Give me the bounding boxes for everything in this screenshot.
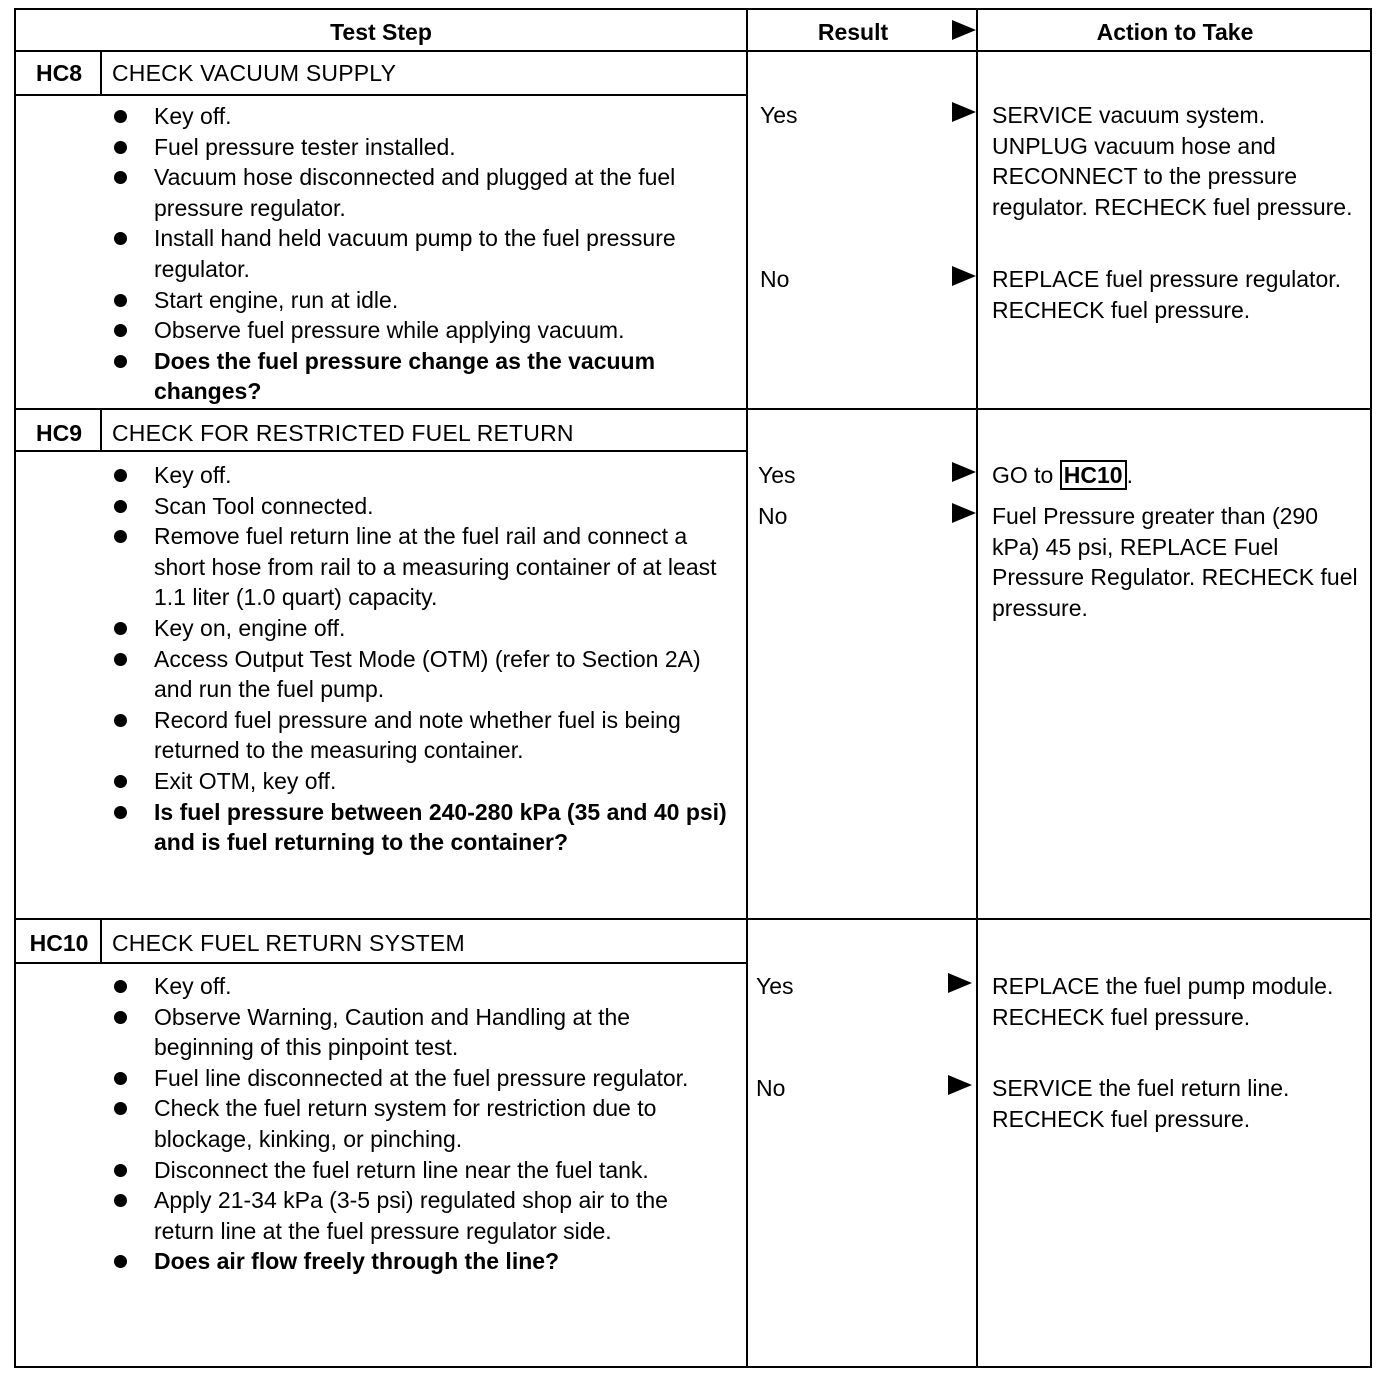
step-id-divider bbox=[100, 410, 102, 452]
column-divider-action bbox=[976, 10, 978, 1366]
bullet-item: Fuel pressure tester installed. bbox=[108, 132, 728, 163]
bullet-item: Key off. bbox=[108, 460, 728, 491]
step-id-divider bbox=[100, 52, 102, 94]
header-divider bbox=[16, 50, 1372, 52]
bullet-dot-icon bbox=[114, 1011, 127, 1024]
header-result: Result bbox=[817, 19, 889, 45]
result-arrow-icon bbox=[952, 266, 976, 286]
bullet-item: Fuel line disconnected at the fuel pressure regulator. bbox=[108, 1063, 728, 1094]
result-arrow-icon bbox=[948, 1075, 972, 1095]
bullet-question: Does the fuel pressure change as the vacuum changes? bbox=[108, 346, 728, 407]
bullet-dot-icon bbox=[114, 232, 127, 245]
result-yes-hc10: Yes bbox=[756, 973, 794, 999]
step-title-hc8: CHECK VACUUM SUPPLY bbox=[112, 60, 397, 86]
header-test-step: Test Step bbox=[330, 19, 432, 45]
step-title-hc9: CHECK FOR RESTRICTED FUEL RETURN bbox=[112, 420, 574, 446]
column-divider-result bbox=[746, 10, 748, 1366]
step-divider bbox=[16, 408, 1372, 410]
action-yes-hc10: REPLACE the fuel pump module. RECHECK fuel pressure. bbox=[992, 973, 1334, 1030]
step-bullets-hc9 bbox=[108, 460, 728, 858]
action-yes-hc9-prefix: GO to bbox=[992, 462, 1060, 488]
step-id-hc9: HC9 bbox=[35, 420, 82, 446]
bullet-dot-icon bbox=[114, 1194, 127, 1207]
action-no-hc8: REPLACE fuel pressure regulator. RECHECK fuel pressure. bbox=[992, 266, 1342, 323]
step-reference-hc10[interactable]: HC10 bbox=[1060, 460, 1127, 490]
action-yes-hc9-suffix: . bbox=[1126, 462, 1133, 488]
bullet-dot-icon bbox=[114, 775, 127, 788]
bullet-item: Observe Warning, Caution and Handling at the beginning of this pinpoint test. bbox=[108, 1002, 728, 1063]
bullet-item: Check the fuel return system for restriction due to blockage, kinking, or pinching. bbox=[108, 1093, 728, 1154]
step-title-divider bbox=[16, 94, 746, 96]
step-id-hc10: HC10 bbox=[29, 930, 89, 956]
step-bullets-hc10 bbox=[108, 971, 728, 1277]
result-arrow-icon bbox=[948, 973, 972, 993]
bullet-dot-icon bbox=[114, 980, 127, 993]
action-yes-hc9 bbox=[992, 460, 1362, 491]
bullet-item: Access Output Test Mode (OTM) (refer to Section 2A) and run the fuel pump. bbox=[108, 644, 728, 705]
step-title-divider bbox=[16, 450, 746, 452]
bullet-item: Record fuel pressure and note whether fuel is being returned to the measuring container. bbox=[108, 705, 728, 766]
bullet-dot-icon bbox=[114, 530, 127, 543]
pinpoint-test-table bbox=[14, 8, 1372, 1368]
bullet-item: Vacuum hose disconnected and plugged at the fuel pressure regulator. bbox=[108, 162, 728, 223]
step-id-hc8: HC8 bbox=[35, 60, 82, 86]
action-no-hc9: Fuel Pressure greater than (290 kPa) 45 psi, REPLACE Fuel Pressure Regulator. RECHECK fuel pressure. bbox=[992, 503, 1358, 621]
bullet-dot-icon bbox=[114, 294, 127, 307]
bullet-dot-icon bbox=[114, 324, 127, 337]
bullet-dot-icon bbox=[114, 1072, 127, 1085]
bullet-dot-icon bbox=[114, 653, 127, 666]
bullet-item: Remove fuel return line at the fuel rail and connect a short hose from rail to a measuring container of at least 1.1 liter (1.0 quart) capacity. bbox=[108, 521, 728, 613]
action-no-hc10: SERVICE the fuel return line. RECHECK fuel pressure. bbox=[992, 1075, 1290, 1132]
bullet-item: Apply 21-34 kPa (3-5 psi) regulated shop air to the return line at the fuel pressure regulator side. bbox=[108, 1185, 728, 1246]
step-id-divider bbox=[100, 920, 102, 962]
bullet-item: Disconnect the fuel return line near the fuel tank. bbox=[108, 1155, 728, 1186]
result-no-hc10: No bbox=[756, 1075, 786, 1101]
result-arrow-icon bbox=[952, 503, 976, 523]
result-arrow-icon bbox=[952, 462, 976, 482]
bullet-dot-icon bbox=[114, 171, 127, 184]
bullet-item: Scan Tool connected. bbox=[108, 491, 728, 522]
bullet-dot-icon bbox=[114, 355, 127, 368]
result-arrow-icon bbox=[952, 102, 976, 122]
bullet-dot-icon bbox=[114, 141, 127, 154]
bullet-item: Observe fuel pressure while applying vacuum. bbox=[108, 315, 728, 346]
bullet-item: Key off. bbox=[108, 101, 728, 132]
step-title-divider bbox=[16, 962, 746, 964]
action-yes-hc8: SERVICE vacuum system. UNPLUG vacuum hose and RECONNECT to the pressure regulator. RECHECK fuel pressure. bbox=[992, 102, 1353, 220]
bullet-question: Is fuel pressure between 240-280 kPa (35 and 40 psi) and is fuel returning to the container? bbox=[108, 797, 728, 858]
header-arrow-icon bbox=[952, 20, 976, 40]
bullet-dot-icon bbox=[114, 1164, 127, 1177]
result-yes-hc9: Yes bbox=[758, 462, 796, 488]
step-divider bbox=[16, 918, 1372, 920]
bullet-dot-icon bbox=[114, 110, 127, 123]
step-title-hc10: CHECK FUEL RETURN SYSTEM bbox=[112, 930, 465, 956]
result-yes-hc8: Yes bbox=[760, 102, 798, 128]
result-no-hc8: No bbox=[760, 266, 790, 292]
bullet-item: Start engine, run at idle. bbox=[108, 285, 728, 316]
bullet-item: Key on, engine off. bbox=[108, 613, 728, 644]
bullet-dot-icon bbox=[114, 1102, 127, 1115]
result-no-hc9: No bbox=[758, 503, 788, 529]
bullet-question: Does air flow freely through the line? bbox=[108, 1246, 728, 1277]
bullet-dot-icon bbox=[114, 469, 127, 482]
bullet-dot-icon bbox=[114, 500, 127, 513]
bullet-item: Install hand held vacuum pump to the fuel pressure regulator. bbox=[108, 223, 728, 284]
header-action: Action to Take bbox=[1096, 19, 1254, 45]
bullet-dot-icon bbox=[114, 806, 127, 819]
bullet-dot-icon bbox=[114, 714, 127, 727]
step-bullets-hc8 bbox=[108, 101, 728, 407]
bullet-dot-icon bbox=[114, 1255, 127, 1268]
bullet-dot-icon bbox=[114, 622, 127, 635]
bullet-item: Exit OTM, key off. bbox=[108, 766, 728, 797]
bullet-item: Key off. bbox=[108, 971, 728, 1002]
